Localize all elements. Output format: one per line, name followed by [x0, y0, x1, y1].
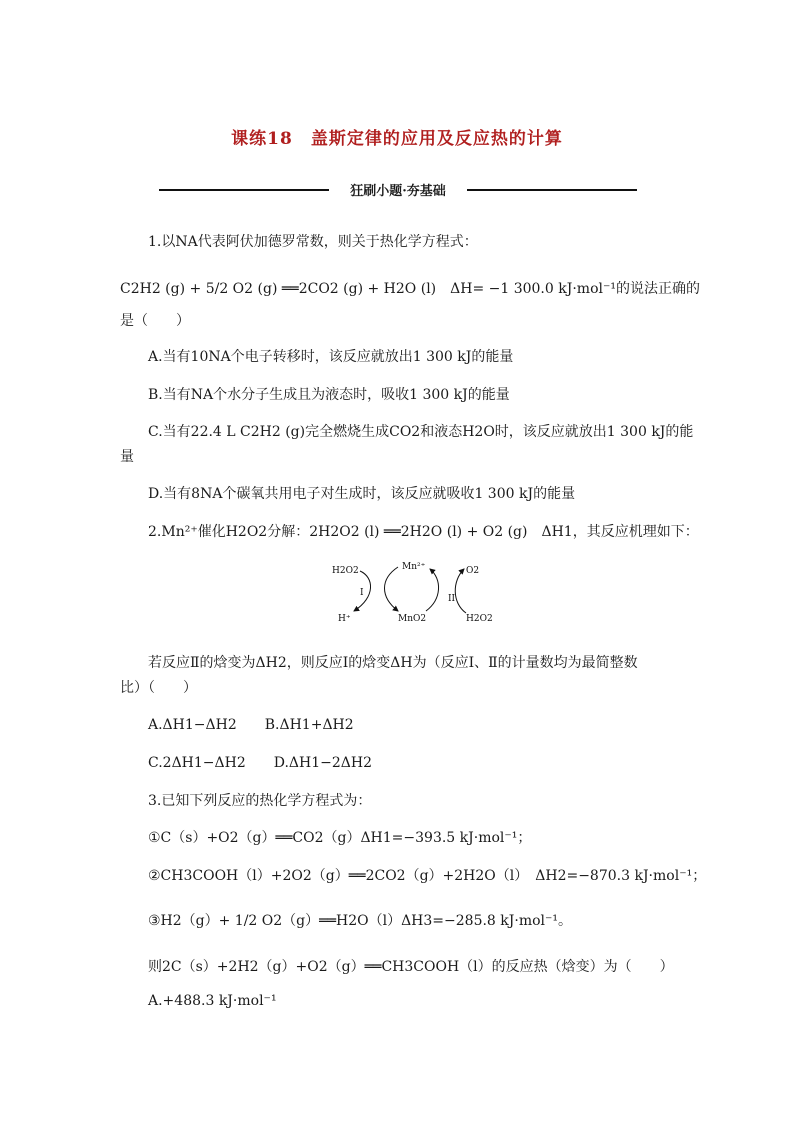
q1-equation: C2H2 (g) + 5/2 O2 (g) ══2CO2 (g) + H2O (l) ΔH= −1 300.0 kJ·mol⁻¹的说法正确的 — [120, 281, 700, 297]
q2-text-line2: 比）（ ） — [120, 680, 197, 696]
label-step-2: II — [448, 594, 456, 604]
q3-option-a: A.+488.3 kJ·mol⁻¹ — [148, 993, 277, 1009]
q3-eq2: ②CH3COOH（l）+2O2（g）══2CO2（g）+2H2O（l） ΔH2=−870.3 kJ·mol⁻¹； — [148, 868, 707, 884]
q1-stem: 1.以NA代表阿伏加德罗常数，则关于热化学方程式： — [148, 234, 478, 250]
section-header — [159, 180, 637, 200]
q1-stem-end: 是（ ） — [120, 313, 190, 329]
arrow-step1-right — [385, 567, 399, 611]
arrow-step2-left — [426, 569, 439, 611]
q3-eq1: ①C（s）+O2（g）══CO2（g）ΔH1=−393.5 kJ·mol⁻¹； — [148, 830, 532, 846]
section-label: 狂刷小题·夯基础 — [350, 184, 446, 199]
q2-text-line1: 若反应Ⅱ的焓变为ΔH2，则反应Ⅰ的焓变ΔH为（反应Ⅰ、Ⅱ的计量数均为最简整数 — [148, 655, 638, 671]
q3-eq3: ③H2（g）+ 1/2 O2（g）══H2O（l）ΔH3=−285.8 kJ·mol⁻¹。 — [148, 913, 573, 929]
label-mn2: Mn²⁺ — [402, 562, 426, 572]
q2-stem: 2.Mn²⁺催化H2O2分解：2H2O2 (l) ══2H2O (l) + O2 (g) ΔH1，其反应机理如下： — [148, 524, 699, 540]
label-o2: O2 — [466, 566, 480, 576]
q1-option-a: A.当有10NA个电子转移时，该反应就放出1 300 kJ的能量 — [148, 349, 514, 365]
label-step-1: I — [360, 588, 364, 598]
label-mno2: MnO2 — [398, 614, 427, 624]
q2-options-row2: C.2ΔH1−ΔH2 D.ΔH1−2ΔH2 — [148, 755, 373, 771]
mechanism-diagram — [330, 555, 493, 630]
q2-options-row1: A.ΔH1−ΔH2 B.ΔH1+ΔH2 — [148, 717, 354, 733]
q1-option-c-cont: 量 — [120, 449, 134, 465]
label-h2o2-bottom: H2O2 — [466, 614, 493, 624]
q1-option-c: C.当有22.4 L C2H2 (g)完全燃烧生成CO2和液态H2O时，该反应就放出1 300 kJ的能 — [148, 424, 694, 440]
q1-option-b: B.当有NA个水分子生成且为液态时，吸收1 300 kJ的能量 — [148, 387, 510, 403]
q3-stem: 3.已知下列反应的热化学方程式为： — [148, 793, 372, 809]
label-h-plus: H⁺ — [338, 614, 351, 624]
q1-option-d: D.当有8NA个碳氧共用电子对生成时，该反应就吸收1 300 kJ的能量 — [148, 486, 576, 502]
arrow-step2-right — [455, 569, 466, 613]
label-h2o2-top: H2O2 — [332, 566, 359, 576]
q3-ask: 则2C（s）+2H2（g）+O2（g）══CH3COOH（l）的反应热（焓变）为（ ） — [148, 959, 674, 975]
page-title: 课练18 盖斯定律的应用及反应热的计算 — [231, 129, 563, 149]
